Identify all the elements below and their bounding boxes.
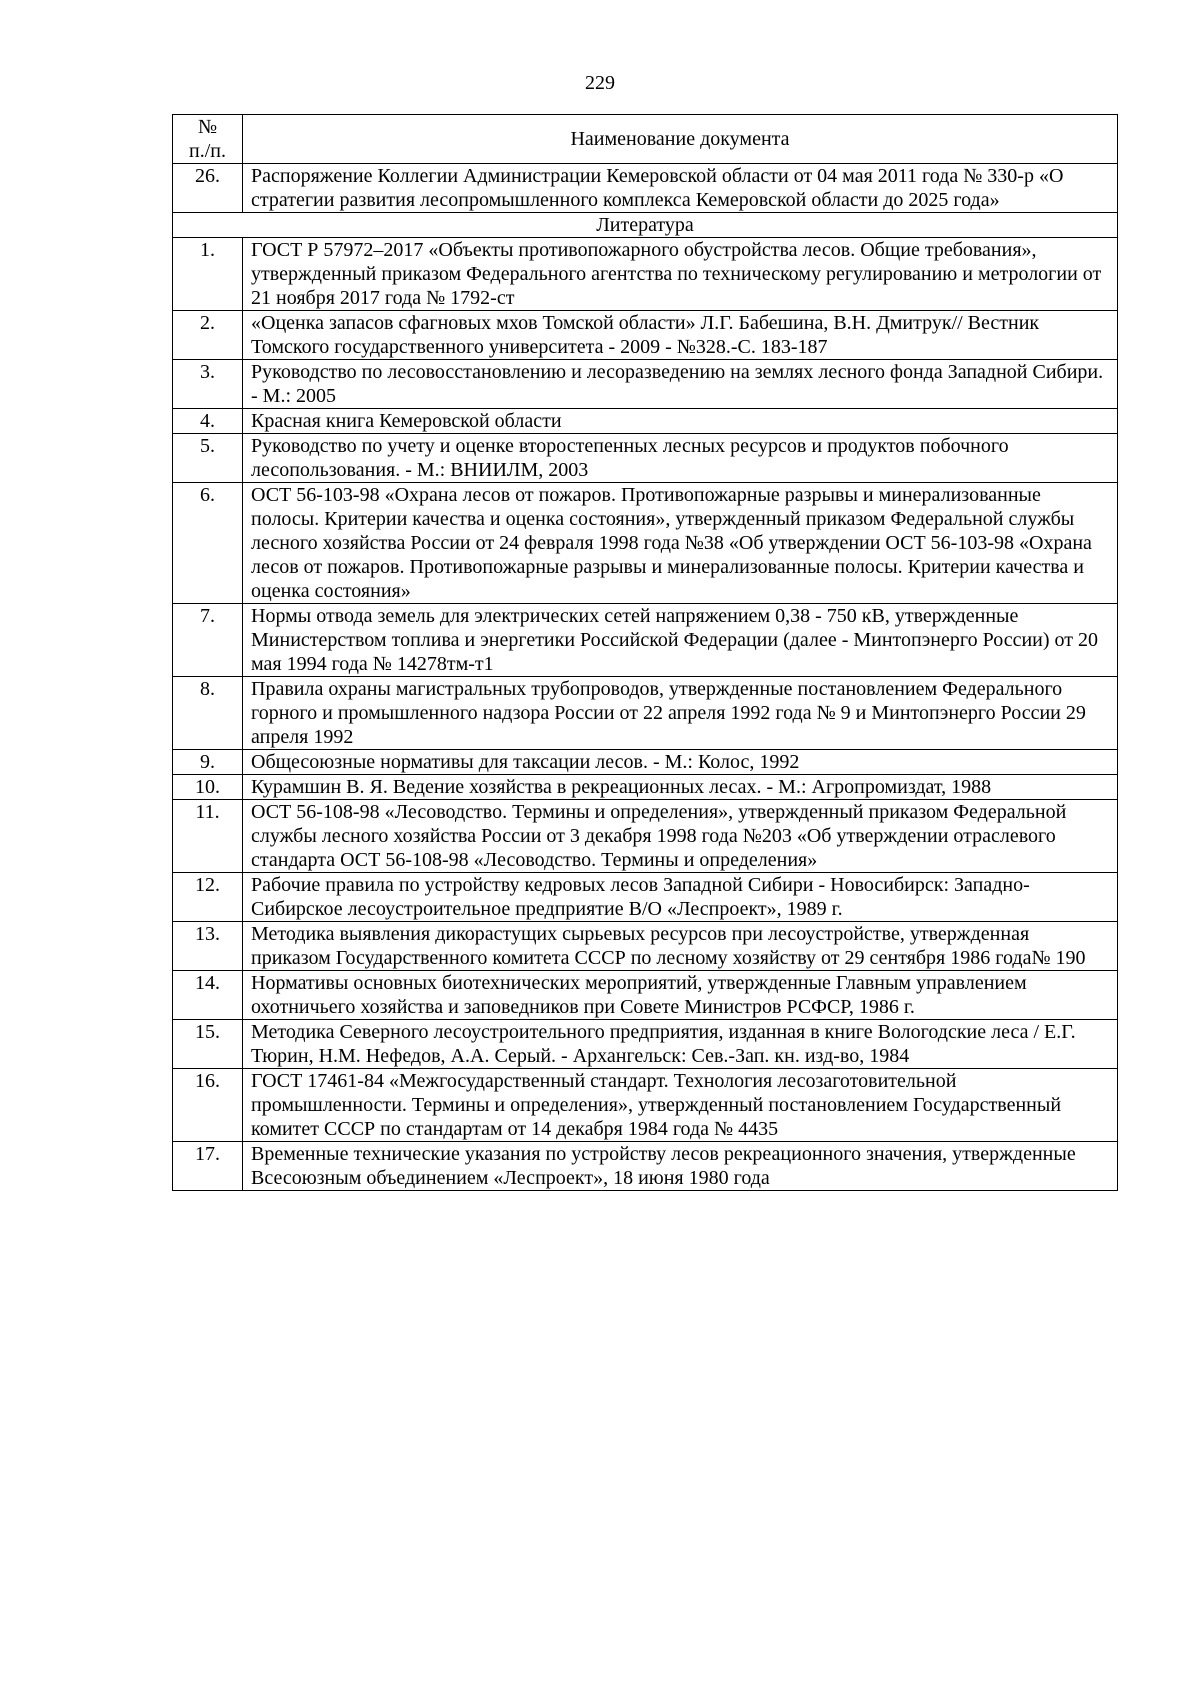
row-number: 9. [173,750,243,775]
row-document-name: ОСТ 56-108-98 «Лесоводство. Термины и определения», утвержденный приказом Федеральной службы лесного хозяйства России от 3 декабря 1998 года №203 «Об утверждении отраслевого стандарта ОСТ 56-108-98 «Лесоводство. Термины и определения» [243,800,1118,873]
row-number: 15. [173,1020,243,1069]
row-number: 17. [173,1142,243,1191]
table-row [173,1069,1118,1142]
row-number: 4. [173,409,243,434]
row-document-name: Курамшин В. Я. Ведение хозяйства в рекреационных лесах. - М.: Агропромиздат, 1988 [243,775,1118,800]
row-number: 2. [173,311,243,360]
table-row [173,311,1118,360]
row-number: 26. [173,164,243,213]
row-document-name: Руководство по учету и оценке второстепенных лесных ресурсов и продуктов побочного лесопользования. - М.: ВНИИЛМ, 2003 [243,434,1118,483]
row-document-name: Временные технические указания по устройству лесов рекреационного значения, утвержденные Всесоюзным объединением «Леспроект», 18 июня 1980 года [243,1142,1118,1191]
row-document-name: Нормы отвода земель для электрических сетей напряжением 0,38 - 750 кВ, утвержденные Министерством топлива и энергетики Российской Федерации (далее - Минтопэнерго России) от 20 мая 1994 года № 14278тм-т1 [243,604,1118,677]
header-number-abbrev: п./п. [189,140,226,162]
header-number-column [173,115,243,164]
table-row [173,1142,1118,1191]
row-document-name: ГОСТ Р 57972–2017 «Объекты противопожарного обустройства лесов. Общие требования», утвержденный приказом Федерального агентства по техническому регулированию и метрологии от 21 ноября 2017 года № 1792-ст [243,238,1118,311]
row-number: 11. [173,800,243,873]
row-number: 3. [173,360,243,409]
table-row [173,1020,1118,1069]
document-table [172,114,1118,1191]
row-document-name: ГОСТ 17461-84 «Межгосударственный стандарт. Технология лесозаготовительной промышленности. Термины и определения», утвержденный постановлением Государственный комитет СССР по стандартам от 14 декабря 1984 года № 4435 [243,1069,1118,1142]
table-row [173,800,1118,873]
row-number: 13. [173,922,243,971]
row-number: 1. [173,238,243,311]
row-number: 6. [173,483,243,604]
table-row [173,604,1118,677]
row-document-name: Красная книга Кемеровской области [243,409,1118,434]
row-document-name: Нормативы основных биотехнических мероприятий, утвержденные Главным управлением охотничьего хозяйства и заповедников при Совете Министров РСФСР, 1986 г. [243,971,1118,1020]
table-row [173,873,1118,922]
table-row [173,434,1118,483]
table-row [173,750,1118,775]
table-row [173,164,1118,213]
header-number-symbol: № [197,116,218,138]
row-document-name: Руководство по лесовосстановлению и лесоразведению на землях лесного фонда Западной Сибири. - М.: 2005 [243,360,1118,409]
row-document-name: Методика выявления дикорастущих сырьевых ресурсов при лесоустройстве, утвержденная приказом Государственного комитета СССР по лесному хозяйству от 29 сентября 1986 года№ 190 [243,922,1118,971]
page-number: 229 [585,72,615,94]
table-row [173,775,1118,800]
row-document-name: «Оценка запасов сфагновых мхов Томской области» Л.Г. Бабешина, В.Н. Дмитрук// Вестник Томского государственного университета - 2009 - №328.-С. 183-187 [243,311,1118,360]
table-row [173,483,1118,604]
row-number: 12. [173,873,243,922]
row-document-name: ОСТ 56-103-98 «Охрана лесов от пожаров. Противопожарные разрывы и минерализованные полосы. Критерии качества и оценка состояния», утвержденный приказом Федеральной службы лесного хозяйства России от 24 февраля 1998 года №38 «Об утверждении ОСТ 56-103-98 «Охрана лесов от пожаров. Противопожарные разрывы и минерализованные полосы. Критерии качества и оценка состояния» [243,483,1118,604]
row-number: 8. [173,677,243,750]
row-number: 16. [173,1069,243,1142]
row-document-name: Рабочие правила по устройству кедровых лесов Западной Сибири - Новосибирск: Западно-Сибирское лесоустроительное предприятие В/О «Леспроект», 1989 г. [243,873,1118,922]
row-document-name: Правила охраны магистральных трубопроводов, утвержденные постановлением Федерального горного и промышленного надзора России от 22 апреля 1992 года № 9 и Минтопэнерго России 29 апреля 1992 [243,677,1118,750]
table-row [173,922,1118,971]
row-document-name: Общесоюзные нормативы для таксации лесов. - М.: Колос, 1992 [243,750,1118,775]
row-number: 14. [173,971,243,1020]
row-number: 5. [173,434,243,483]
table-row [173,677,1118,750]
row-number: 10. [173,775,243,800]
table-row [173,971,1118,1020]
row-number: 7. [173,604,243,677]
table-row [173,238,1118,311]
header-document-name: Наименование документа [243,115,1118,164]
table-row [173,360,1118,409]
section-title: Литература [173,213,1118,238]
section-row [173,213,1118,238]
table-row [173,409,1118,434]
row-document-name: Методика Северного лесоустроительного предприятия, изданная в книге Вологодские леса / Е.Г. Тюрин, Н.М. Нефедов, А.А. Серый. - Архангельск: Сев.-Зап. кн. изд-во, 1984 [243,1020,1118,1069]
table-header-row [173,115,1118,164]
row-document-name: Распоряжение Коллегии Администрации Кемеровской области от 04 мая 2011 года № 330-р «О стратегии развития лесопромышленного комплекса Кемеровской области до 2025 года» [243,164,1118,213]
